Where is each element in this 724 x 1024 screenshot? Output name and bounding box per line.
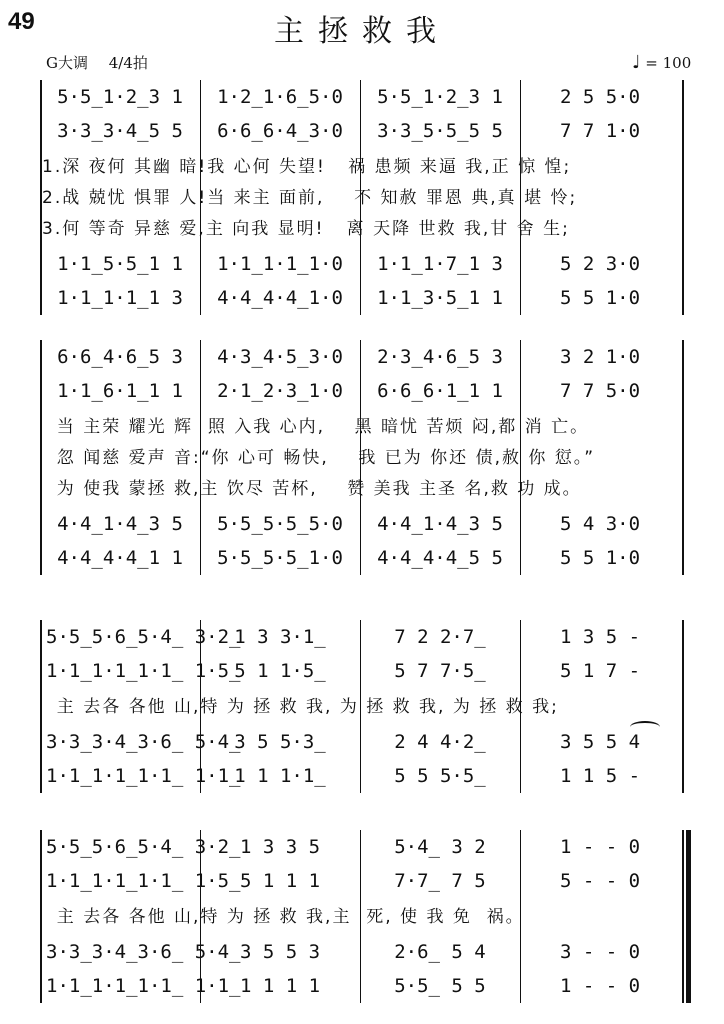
barline [200,830,201,1003]
measure: 2·6̲ 5 4 [394,941,486,963]
measure: 1·1̲1·1̲1·1̲ 1·1̲ [46,975,241,997]
measure: 3·3̲3·4̲5 5 [57,120,183,142]
tempo-marking [632,52,691,73]
measure: 5·5̲1·2̲3 1 [377,86,503,108]
measure: 1·1̲1·1̲1·0 [217,253,343,275]
key-signature: G大调 [46,54,88,72]
measure: 4·4̲4·4̲5 5 [377,547,503,569]
lyric-line: 为 使我 蒙拯 救,主 饮尽 苦杯, 赞 美我 主圣 名,救 功 成。 [42,479,582,499]
measure: 5·5̲ 5 5 [394,975,486,997]
measure: 4·4̲1·4̲3 5 [377,513,503,535]
measure: 5·5̲5·6̲5·4̲ 3·2̲ [46,626,241,648]
measure: 5·5̲5·5̲5·0 [217,513,343,535]
measure: 6·6̲4·6̲5 3 [57,346,183,368]
measure: 5 - - 0 [559,870,641,892]
final-barline [686,830,691,1003]
measure: 3 2 1·0 [559,346,641,368]
key-and-meter [46,52,164,73]
lyric-line: 2.战 兢忧 惧罪 人!当 来主 面前, 不 知赦 罪恩 典,真 堪 怜; [42,188,578,208]
measure: 5 7 7·5̲ [394,660,486,682]
measure: 1 1 1 1 [239,975,321,997]
measure: 3 - - 0 [559,941,641,963]
measure: 3 5 5·3̲ [234,731,326,753]
measure: 7 7 5·0 [559,380,641,402]
measure: 5·5̲1·2̲3 1 [57,86,183,108]
system-frame [40,340,684,575]
measure: 1 3 5 - [559,626,641,648]
system-frame [40,830,684,1003]
measure: 4·3̲4·5̲3·0 [217,346,343,368]
barline [360,830,361,1003]
hymn-title: 主拯救我 [274,14,450,49]
hymn-number: 49 [8,8,35,35]
measure: 5 5 5·5̲ [394,765,486,787]
barline [200,80,201,315]
tie-slur [630,721,660,733]
measure: 5 1 1·5̲ [234,660,326,682]
lyric-line: 主 去各 各他 山,特 为 拯 救 我,主 死, 使 我 免 祸。 [42,907,525,927]
measure: 1 1 5 - [559,765,641,787]
measure: 1·1̲1·7̲1 3 [377,253,503,275]
barline [520,340,521,575]
measure: 1 1 1·1̲ [234,765,326,787]
measure: 1 - - 0 [559,975,641,997]
measure: 7·7̲ 7 5 [394,870,486,892]
measure: 3·3̲3·4̲3·6̲ 5·4̲ [46,941,241,963]
measure: 3 5 5 4 [559,731,641,753]
measure: 5 1 7 - [559,660,641,682]
lyric-line: 当 主荣 耀光 辉 照 入我 心内, 黑 暗忧 苦烦 闷,都 消 亡。 [42,417,590,437]
lyric-line: 3.何 等奇 异慈 爱,主 向我 显明! 离 天降 世救 我,甘 舍 生; [42,219,570,239]
measure: 4·4̲4·4̲1·0 [217,287,343,309]
measure: 1·1̲1·1̲1·1̲ 1·5̲ [46,660,241,682]
measure: 1·1̲1·1̲1·1̲ 1·5̲ [46,870,241,892]
measure: 5 4 3·0 [559,513,641,535]
lyric-line: 主 去各 各他 山,特 为 拯 救 我, 为 拯 救 我, 为 拯 救 我; [42,697,559,717]
measure: 1·1̲1·1̲1·1̲ 1·1̲ [46,765,241,787]
lyric-line: 1.深 夜何 其幽 暗!我 心何 失望! 祸 患频 来逼 我,正 惊 惶; [42,157,572,177]
system-frame [40,80,684,315]
measure: 5·4̲ 3 2 [394,836,486,858]
lyric-line: 忽 闻慈 爱声 音:“你 心可 畅快, 我 已为 你还 债,赦 你 愆。” [42,448,596,468]
measure: 5 5 1·0 [559,547,641,569]
quarter-note-icon: ♩ [632,52,641,73]
measure: 3·3̲3·4̲3·6̲ 5·4̲ [46,731,241,753]
measure: 2·3̲4·6̲5 3 [377,346,503,368]
measure: 1·1̲5·5̲1 1 [57,253,183,275]
measure: 1 - - 0 [559,836,641,858]
measure: 5 1 1 1 [239,870,321,892]
measure: 1·1̲1·1̲1 3 [57,287,183,309]
measure: 6·6̲6·4̲3·0 [217,120,343,142]
barline [360,80,361,315]
measure: 3·3̲5·5̲5 5 [377,120,503,142]
barline [360,340,361,575]
measure: 7 2 2·7̲ [394,626,486,648]
barline [520,620,521,793]
measure: 3 5 5 3 [239,941,321,963]
measure: 5 5 1·0 [559,287,641,309]
barline [200,340,201,575]
measure: 1·1̲6·1̲1 1 [57,380,183,402]
measure: 1·1̲3·5̲1 1 [377,287,503,309]
barline [520,830,521,1003]
measure: 1·2̲1·6̲5·0 [217,86,343,108]
measure: 1 3 3 5 [239,836,321,858]
measure: 2 4 4·2̲ [394,731,486,753]
measure: 2 5 5·0 [559,86,641,108]
measure: 7 7 1·0 [559,120,641,142]
measure: 5·5̲5·6̲5·4̲ 3·2̲ [46,836,241,858]
system-frame [40,620,684,793]
barline [520,80,521,315]
barline [200,620,201,793]
measure: 1 3 3·1̲ [234,626,326,648]
measure: 5·5̲5·5̲1·0 [217,547,343,569]
measure: 4·4̲4·4̲1 1 [57,547,183,569]
tempo-value: = 100 [645,54,692,72]
time-signature: 4/4拍 [108,54,148,72]
measure: 6·6̲6·1̲1 1 [377,380,503,402]
measure: 2·1̲2·3̲1·0 [217,380,343,402]
measure: 4·4̲1·4̲3 5 [57,513,183,535]
barline [360,620,361,793]
measure: 5 2 3·0 [559,253,641,275]
